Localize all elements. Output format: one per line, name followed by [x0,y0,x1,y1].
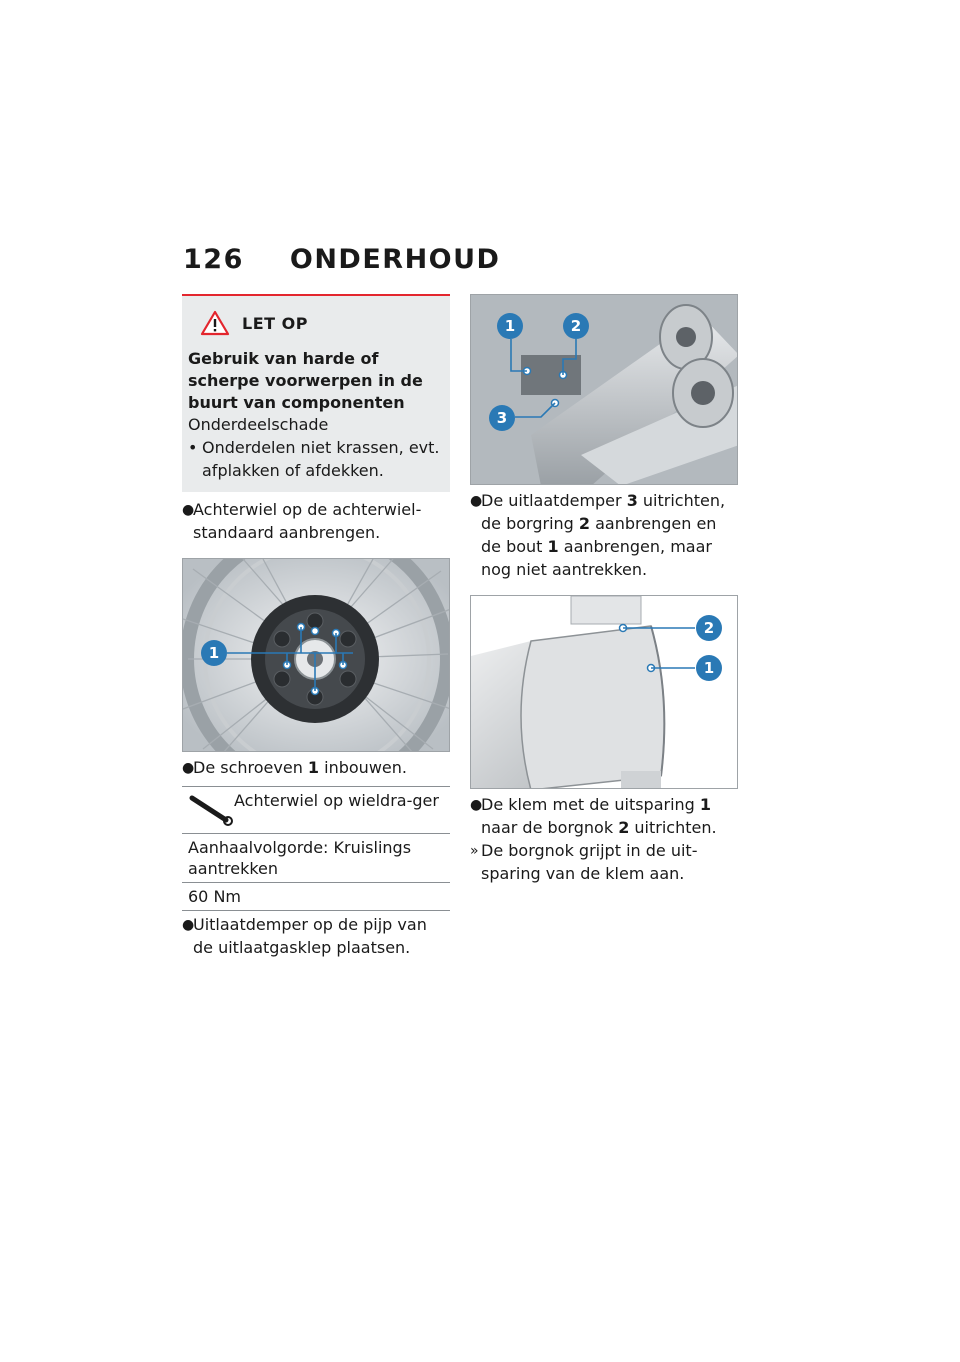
torque-item: Achterwiel op wieldra-ger [234,791,439,810]
torque-wrench-icon [188,790,234,830]
step-bullet-icon: ● [470,797,483,813]
warning-title-row [200,310,444,336]
torque-sequence-row: Aanhaalvolgorde: Kruislings aantrekken [182,834,450,883]
step-item: ● De klem met de uitsparing 1 naar de borgnok 2 uitrichten. [470,795,717,837]
callout-badge: 1 [497,313,523,339]
torque-item-row [182,787,450,834]
step-bullet-icon: ● [182,917,195,933]
torque-value-row: 60 Nm [182,883,450,911]
section-title: ONDERHOUD [289,244,501,275]
torque-spec-table [182,786,450,911]
callout-badge: 2 [696,615,722,641]
step-bullet-icon: ● [182,502,195,518]
warning-action: • Onderdelen niet krassen, evt. afplakken of afdekken. [188,438,440,480]
step-item: ● Uitlaatdemper op de pijp van de uitlaatgasklep plaatsen. [182,915,427,957]
warning-consequence: Onderdeelschade [188,415,329,434]
bullet-icon: • [188,438,198,457]
warning-box [182,294,450,492]
result-arrow-icon: » [470,843,479,859]
figure-exhaust-silencer [470,294,738,485]
warning-triangle-icon [200,310,230,336]
page-number: 126 [183,244,244,275]
callout-badge: 1 [696,655,722,681]
step-bullet-icon: ● [470,493,483,509]
figure-rear-wheel-hub [182,558,450,752]
warning-heading: Gebruik van harde of scherpe voorwerpen in de buurt van componenten [188,349,423,412]
right-column [470,294,738,885]
step-item: ● Achterwiel op de achterwiel-standaard aanbrengen. [182,500,422,542]
page-header [183,244,500,275]
result-item: » De borgnok grijpt in de uit-sparing van de klem aan. [470,841,698,883]
left-column [182,294,450,959]
step-item: ● De uitlaatdemper 3 uitrichten, de borgring 2 aanbrengen en de bout 1 aanbrengen, maar nog niet aantrekken. [470,491,726,579]
callout-badge: 1 [201,640,227,666]
callout-badge: 2 [563,313,589,339]
warning-title: LET OP [242,313,308,333]
step-item: ● De schroeven 1 inbouwen. [182,756,450,780]
callout-badge: 3 [489,405,515,431]
figure-clamp-alignment [470,595,738,789]
step-bullet-icon: ● [182,760,195,776]
